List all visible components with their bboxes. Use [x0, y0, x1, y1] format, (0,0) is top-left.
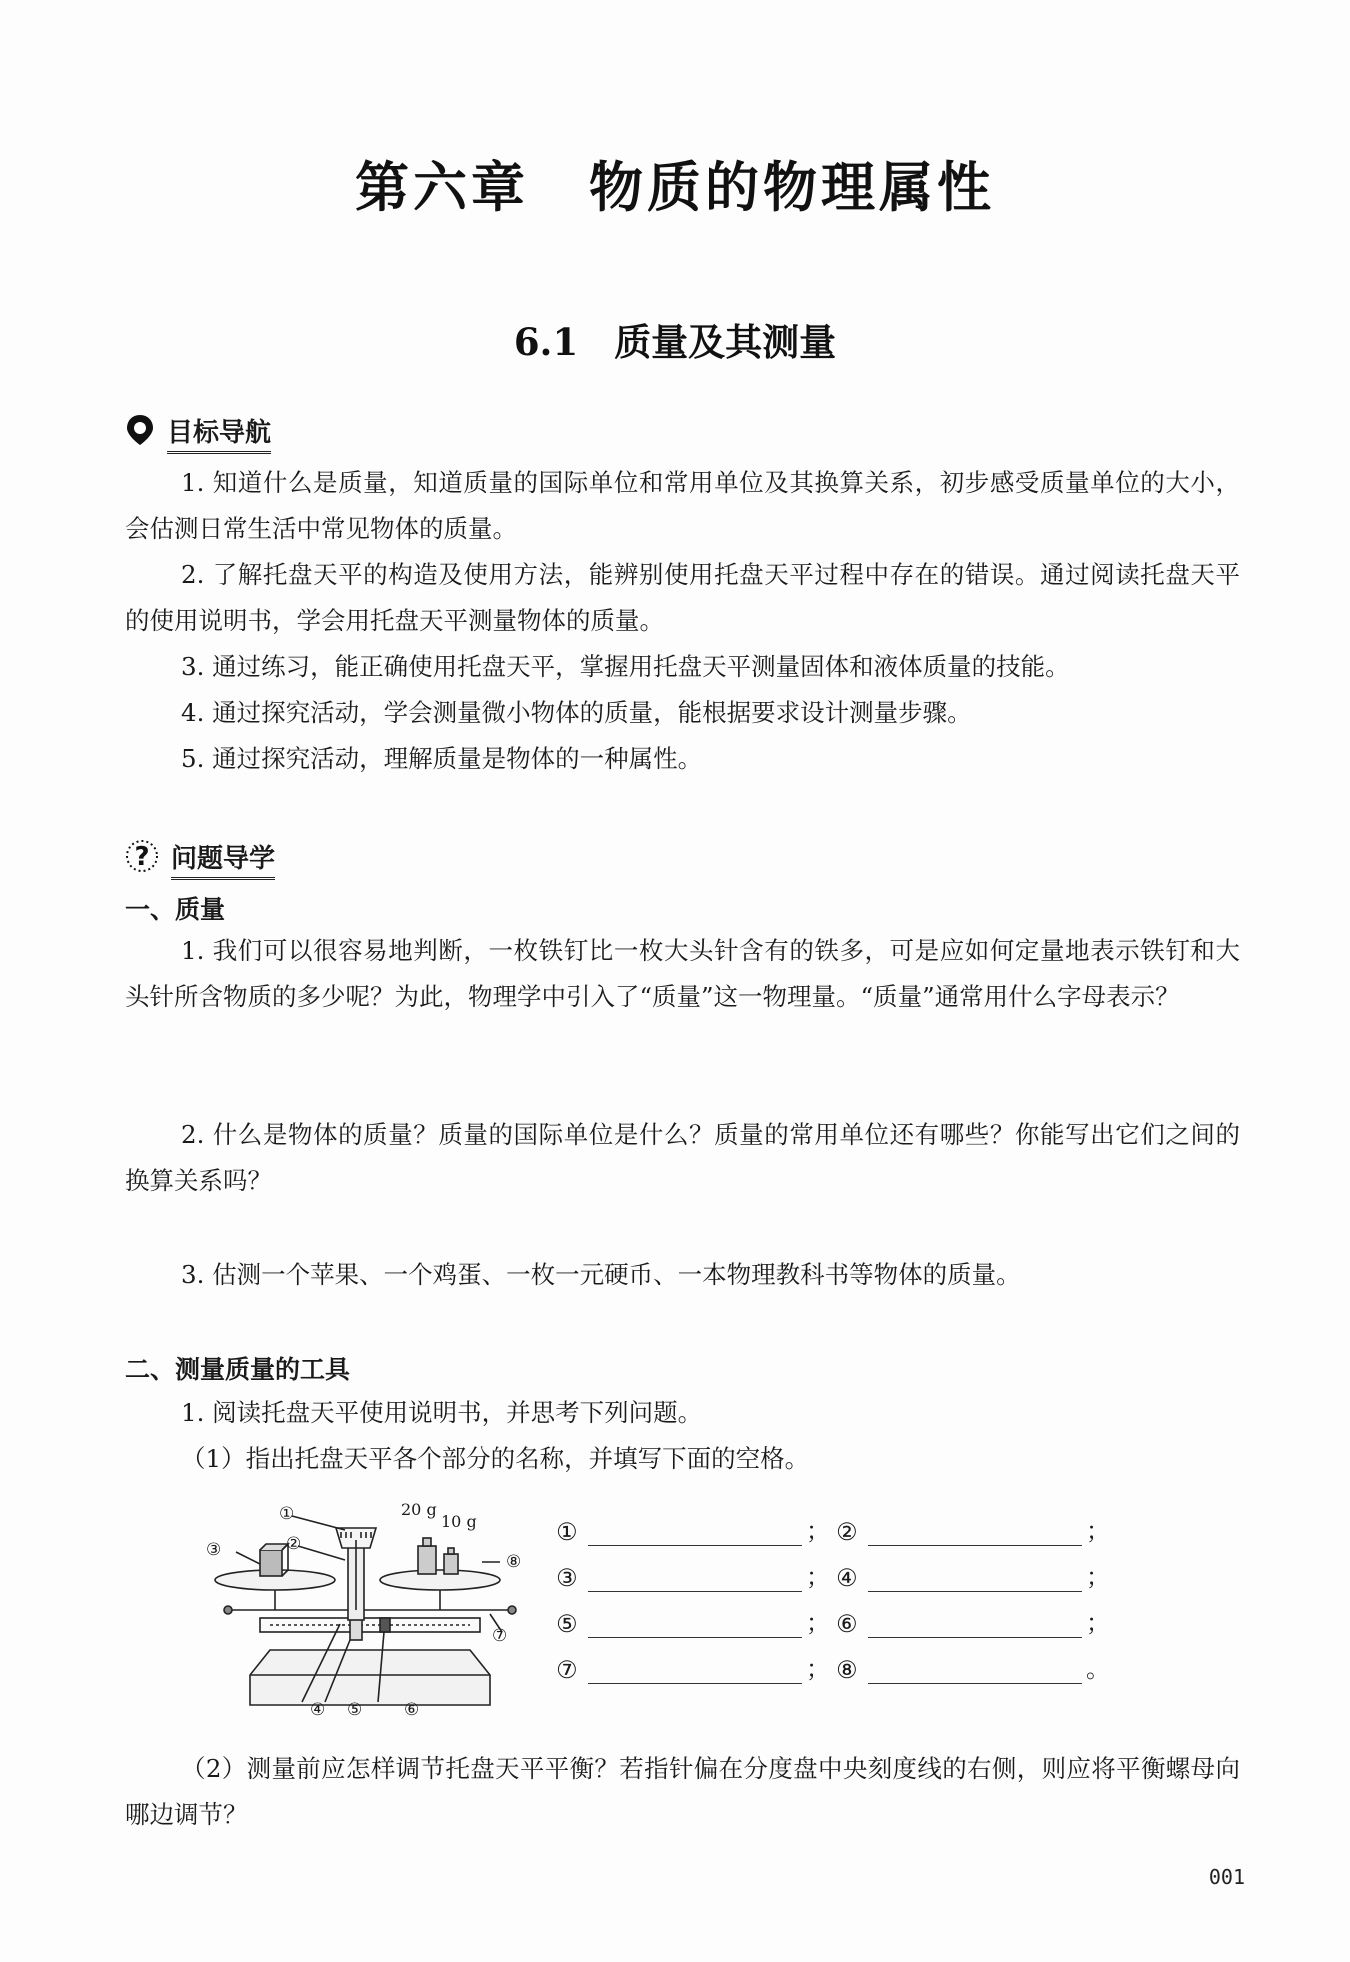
answer-blank[interactable] [588, 1653, 802, 1684]
figure-label-4: ④ [310, 1700, 326, 1720]
goal-item-1: 1. 知道什么是质量，知道质量的国际单位和常用单位及其换算关系，初步感受质量单位的大小，会估测日常生活中常见物体的质量。 [125, 468, 1240, 543]
blank-separator: ； [806, 1609, 830, 1637]
figure-label-8: ⑧ [506, 1552, 522, 1572]
blank-label: ② [836, 1518, 858, 1546]
part1-question-2: 2. 什么是物体的质量？质量的国际单位是什么？质量的常用单位还有哪些？你能写出它们之间的换算关系吗？ [125, 1120, 1240, 1195]
chapter-number: 第六章 [355, 156, 529, 219]
location-pin-icon [125, 413, 155, 454]
answer-blank[interactable] [868, 1607, 1082, 1638]
blank-label: ⑤ [556, 1610, 578, 1638]
blank-row-2 [550, 1546, 1110, 1592]
page-number: 001 [1208, 1865, 1245, 1889]
weight-label-10g: 10 g [441, 1512, 477, 1531]
answer-blank[interactable] [868, 1653, 1082, 1684]
figure-label-2: ② [286, 1534, 302, 1554]
blank-label: ③ [556, 1564, 578, 1592]
part1-question-1: 1. 我们可以很容易地判断，一枚铁钉比一枚大头针含有的铁多，可是应如何定量地表示铁钉和大头针所含物质的多少呢？为此，物理学中引入了“质量”这一物理量。“质量”通常用什么字母表示？ [125, 936, 1240, 1011]
chapter-title [0, 145, 1350, 222]
goal-item-5: 5. 通过探究活动，理解质量是物体的一种属性。 [181, 744, 703, 773]
blank-end: ； [1086, 1517, 1110, 1545]
figure-label-6: ⑥ [404, 1700, 420, 1720]
answer-blank[interactable] [868, 1515, 1082, 1546]
questions-heading [125, 838, 275, 880]
blank-label: ① [556, 1518, 578, 1546]
blank-end: 。 [1086, 1655, 1110, 1683]
blank-label: ⑦ [556, 1656, 578, 1684]
balance-scale-figure [200, 1500, 540, 1730]
fill-in-blanks [550, 1500, 1110, 1684]
blank-separator: ； [806, 1517, 830, 1545]
section-number: 6.1 [513, 320, 579, 364]
part2-title: 二、测量质量的工具 [125, 1355, 351, 1384]
blank-row-4 [550, 1638, 1110, 1684]
part1-question-3: 3. 估测一个苹果、一个鸡蛋、一枚一元硬币、一本物理教科书等物体的质量。 [181, 1260, 1021, 1289]
figure-label-7: ⑦ [492, 1626, 508, 1646]
blank-label: ④ [836, 1564, 858, 1592]
blank-label: ⑥ [836, 1610, 858, 1638]
chapter-name: 物质的物理属性 [589, 156, 995, 219]
section-title [0, 312, 1350, 366]
goal-item-2: 2. 了解托盘天平的构造及使用方法，能辨别使用托盘天平过程中存在的错误。通过阅读托盘天平的使用说明书，学会用托盘天平测量物体的质量。 [125, 560, 1240, 635]
answer-blank[interactable] [868, 1561, 1082, 1592]
blank-separator: ； [806, 1655, 830, 1683]
question-bulb-icon [125, 839, 159, 880]
blank-row-1 [550, 1500, 1110, 1546]
blank-separator: ； [806, 1563, 830, 1591]
answer-blank[interactable] [588, 1515, 802, 1546]
figure-label-1: ① [279, 1504, 295, 1524]
svg-text:?: ? [134, 841, 150, 872]
questions-heading-label: 问题导学 [171, 838, 275, 880]
goals-heading [125, 412, 271, 454]
goal-item-4: 4. 通过探究活动，学会测量微小物体的质量，能根据要求设计测量步骤。 [181, 698, 972, 727]
answer-blank[interactable] [588, 1607, 802, 1638]
figure-label-5: ⑤ [347, 1700, 363, 1720]
goal-item-3: 3. 通过练习，能正确使用托盘天平，掌握用托盘天平测量固体和液体质量的技能。 [181, 652, 1070, 681]
answer-blank[interactable] [588, 1561, 802, 1592]
blank-end: ； [1086, 1563, 1110, 1591]
part1-title: 一、质量 [125, 895, 226, 924]
blank-end: ； [1086, 1609, 1110, 1637]
part2-question-1: 1. 阅读托盘天平使用说明书，并思考下列问题。 [181, 1398, 703, 1427]
figure-label-3: ③ [206, 1540, 222, 1560]
weight-label-20g: 20 g [401, 1500, 437, 1519]
part2-question-1b: （2）测量前应怎样调节托盘天平平衡？若指针偏在分度盘中央刻度线的右侧，则应将平衡螺母向哪边调节？ [125, 1754, 1240, 1829]
blank-row-3 [550, 1592, 1110, 1638]
blank-label: ⑧ [836, 1656, 858, 1684]
goals-heading-label: 目标导航 [167, 412, 271, 454]
section-name: 质量及其测量 [614, 320, 837, 364]
part2-question-1a: （1）指出托盘天平各个部分的名称，并填写下面的空格。 [181, 1444, 810, 1473]
